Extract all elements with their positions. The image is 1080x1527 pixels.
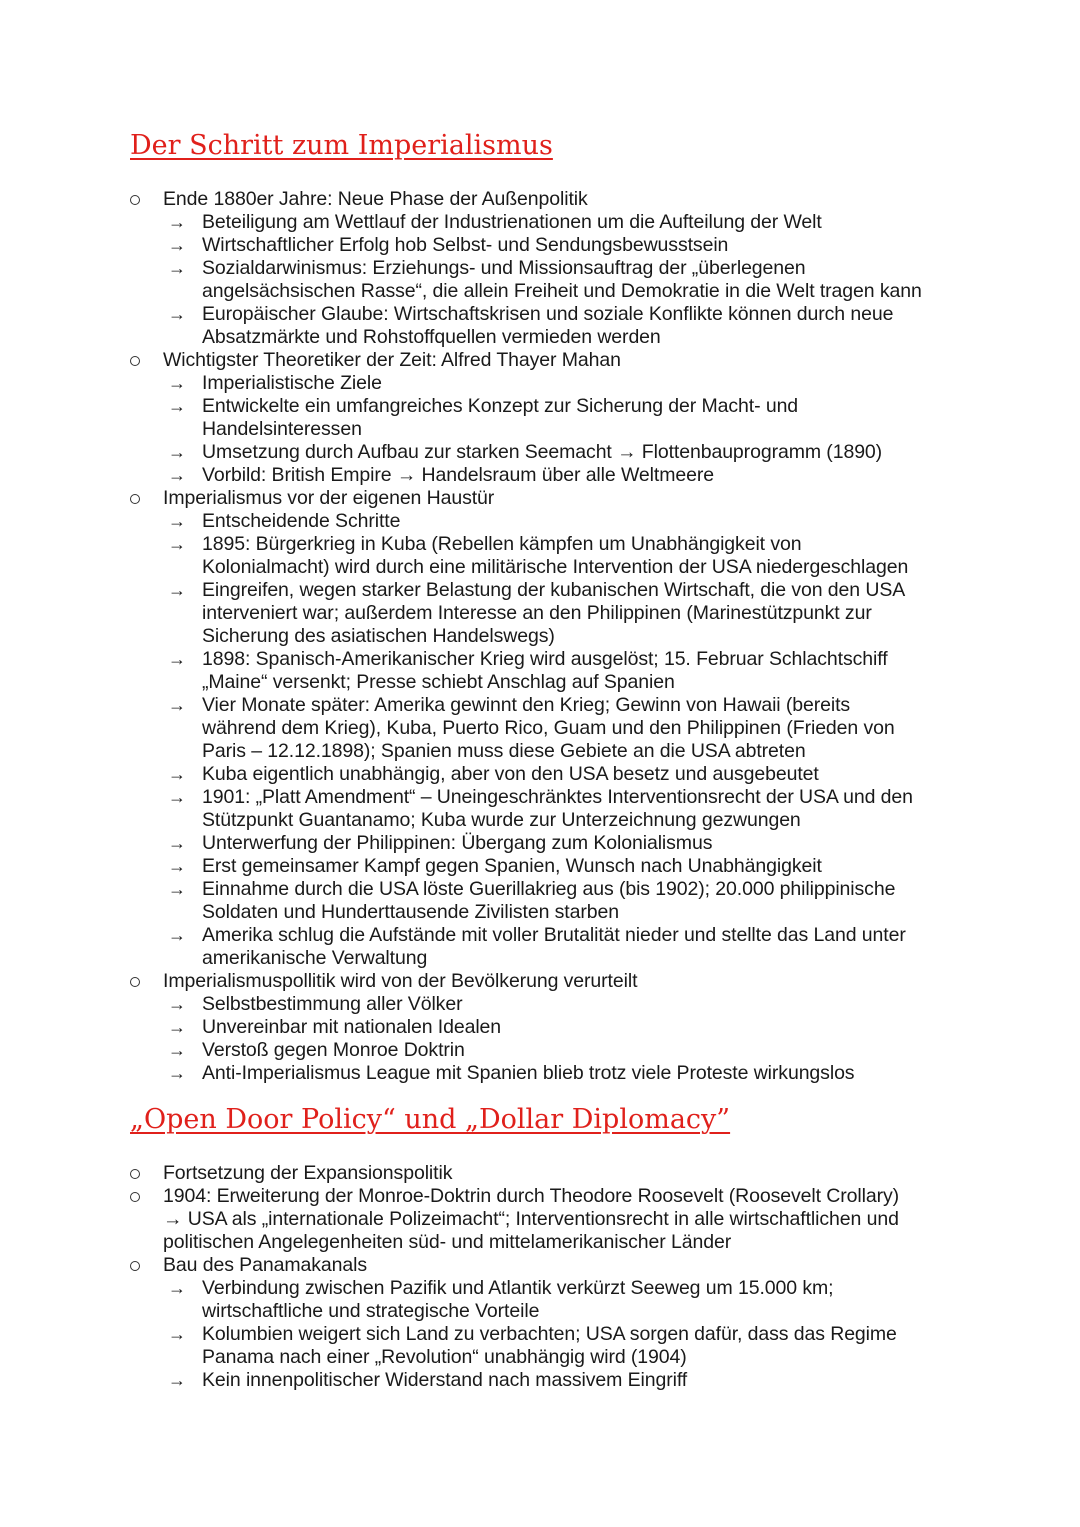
sub-item-text-continuation: Panama nach einer „Revolution“ unabhängig wird (1904) <box>202 1346 687 1368</box>
arrow-right-icon: → <box>168 1017 186 1037</box>
sub-item-text: 1895: Bürgerkrieg in Kuba (Rebellen kämpfen um Unabhängigkeit von <box>202 533 802 555</box>
bullet-list <box>0 1162 1080 1392</box>
sub-item <box>0 1369 1080 1392</box>
sub-item-text: Unvereinbar mit nationalen Idealen <box>202 1016 502 1038</box>
bullet-item <box>0 1162 1080 1185</box>
bullet-text: Ende 1880er Jahre: Neue Phase der Außenpolitik <box>163 188 588 210</box>
sub-item-text: Kolumbien weigert sich Land zu verbachten; USA sorgen dafür, dass das Regime <box>202 1323 897 1345</box>
sub-item-text-continuation: angelsächsischen Rasse“, die allein Freiheit und Demokratie in die Welt tragen kann <box>202 280 922 302</box>
arrow-right-icon: → <box>168 304 186 324</box>
sub-item-text: 1898: Spanisch-Amerikanischer Krieg wird ausgelöst; 15. Februar Schlachtschiff <box>202 648 888 670</box>
sub-item-text: Beteiligung am Wettlauf der Industrienationen um die Aufteilung der Welt <box>202 211 822 233</box>
arrow-right-icon: → <box>168 1040 186 1060</box>
sub-item <box>0 579 1080 648</box>
sub-item <box>0 763 1080 786</box>
sub-item <box>0 510 1080 533</box>
sub-item <box>0 993 1080 1016</box>
sub-item-text: Kuba eigentlich unabhängig, aber von den USA besetz und ausgebeutet <box>202 763 819 785</box>
bullet-text: 1904: Erweiterung der Monroe-Doktrin durch Theodore Roosevelt (Roosevelt Crollary) <box>163 1185 900 1207</box>
sub-item <box>0 1062 1080 1085</box>
sub-item-text: Einnahme durch die USA löste Guerillakrieg aus (bis 1902); 20.000 philippinische <box>202 878 896 900</box>
sub-item <box>0 533 1080 579</box>
arrow-right-icon: → <box>168 787 186 807</box>
arrow-right-icon: → <box>168 442 186 462</box>
arrow-right-icon: → <box>168 212 186 232</box>
sub-item-text: Amerika schlug die Aufstände mit voller Brutalität nieder und stellte das Land unter <box>202 924 906 946</box>
sub-item-text: Vier Monate später: Amerika gewinnt den Krieg; Gewinn von Hawaii (bereits <box>202 694 851 716</box>
circle-bullet-icon <box>130 1261 140 1271</box>
arrow-right-icon: → <box>168 649 186 669</box>
sub-item-text: Selbstbestimmung aller Völker <box>202 993 463 1015</box>
sub-item-text: Entscheidende Schritte <box>202 510 401 532</box>
sub-item-text-continuation: Handelsinteressen <box>202 418 362 440</box>
sub-item <box>0 234 1080 257</box>
arrow-right-icon: → <box>168 1063 186 1083</box>
sub-item <box>0 257 1080 303</box>
sub-item-text: Europäischer Glaube: Wirtschaftskrisen und soziale Konflikte können durch neue <box>202 303 894 325</box>
sub-item <box>0 878 1080 924</box>
bullet-text: Fortsetzung der Expansionspolitik <box>163 1162 453 1184</box>
section-title: „Open Door Policy“ und „Dollar Diplomacy” <box>130 1104 731 1135</box>
sub-item <box>0 855 1080 878</box>
sub-item <box>0 924 1080 970</box>
sub-item <box>0 1016 1080 1039</box>
sub-item-text-continuation: Absatzmärkte und Rohstoffquellen vermieden werden <box>202 326 661 348</box>
bullet-item <box>0 1254 1080 1392</box>
sub-item-text: 1901: „Platt Amendment“ – Uneingeschränktes Interventionsrecht der USA und den <box>202 786 913 808</box>
arrow-right-icon: → <box>168 580 186 600</box>
sub-item-text-continuation: amerikanische Verwaltung <box>202 947 428 969</box>
sub-item-text-continuation: „Maine“ versenkt; Presse schiebt Anschlag auf Spanien <box>202 671 675 693</box>
sub-item-text: Unterwerfung der Philippinen: Übergang zum Kolonialismus <box>202 832 713 854</box>
bullet-text-continuation: → USA als „internationale Polizeimacht“; Interventionsrecht in alle wirtschaftlichen und <box>163 1208 899 1230</box>
sub-item-text: Eingreifen, wegen starker Belastung der kubanischen Wirtschaft, die von den USA <box>202 579 906 601</box>
sub-item-text-continuation: während dem Krieg), Kuba, Puerto Rico, Guam und den Philippinen (Frieden von <box>202 717 895 739</box>
circle-bullet-icon <box>130 494 140 504</box>
sub-item <box>0 372 1080 395</box>
arrow-right-icon: → <box>168 994 186 1014</box>
arrow-right-icon: → <box>168 534 186 554</box>
sub-item-text: Verstoß gegen Monroe Doktrin <box>202 1039 465 1061</box>
sub-item-text-continuation: Sicherung des asiatischen Handelswegs) <box>202 625 555 647</box>
sub-item-text: Entwickelte ein umfangreiches Konzept zur Sicherung der Macht- und <box>202 395 799 417</box>
bullet-list <box>0 188 1080 1085</box>
circle-bullet-icon <box>130 1192 140 1202</box>
sub-item-text-continuation: interveniert war; außerdem Interesse an den Philippinen (Marinestützpunkt zur <box>202 602 872 624</box>
arrow-right-icon: → <box>168 1370 186 1390</box>
arrow-right-icon: → <box>168 511 186 531</box>
arrow-right-icon: → <box>168 396 186 416</box>
arrow-right-icon: → <box>168 1324 186 1344</box>
arrow-right-icon: → <box>168 856 186 876</box>
sub-item-text: Vorbild: British Empire → Handelsraum über alle Weltmeere <box>202 464 714 486</box>
bullet-text: Imperialismus vor der eigenen Haustür <box>163 487 495 509</box>
arrow-right-icon: → <box>168 695 186 715</box>
sub-item <box>0 441 1080 464</box>
sub-item-text-continuation: wirtschaftliche und strategische Vorteile <box>202 1300 540 1322</box>
bullet-item <box>0 349 1080 487</box>
circle-bullet-icon <box>130 195 140 205</box>
arrow-right-icon: → <box>168 764 186 784</box>
sub-item <box>0 648 1080 694</box>
arrow-right-icon: → <box>168 373 186 393</box>
bullet-item <box>0 970 1080 1085</box>
sub-item <box>0 303 1080 349</box>
sub-item <box>0 395 1080 441</box>
bullet-text: Imperialismuspollitik wird von der Bevölkerung verurteilt <box>163 970 638 992</box>
sub-item-text-continuation: Kolonialmacht) wird durch eine militärische Intervention der USA niedergeschlagen <box>202 556 909 578</box>
arrow-right-icon: → <box>168 235 186 255</box>
sub-item-text: Umsetzung durch Aufbau zur starken Seemacht → Flottenbauprogramm (1890) <box>202 441 883 463</box>
arrow-right-icon: → <box>168 925 186 945</box>
sub-item-text: Anti-Imperialismus League mit Spanien blieb trotz viele Proteste wirkungslos <box>202 1062 855 1084</box>
bullet-item <box>0 487 1080 970</box>
arrow-right-icon: → <box>168 1278 186 1298</box>
circle-bullet-icon <box>130 977 140 987</box>
sub-item-text-continuation: Stützpunkt Guantanamo; Kuba wurde zur Unterzeichnung gezwungen <box>202 809 801 831</box>
sub-item <box>0 1039 1080 1062</box>
sub-item <box>0 211 1080 234</box>
sub-item-text-continuation: Soldaten und Hunderttausende Zivilisten starben <box>202 901 619 923</box>
sub-item <box>0 464 1080 487</box>
sub-item <box>0 694 1080 763</box>
arrow-right-icon: → <box>168 833 186 853</box>
sub-item-text: Wirtschaftlicher Erfolg hob Selbst- und Sendungsbewusstsein <box>202 234 729 256</box>
bullet-item <box>0 1185 1080 1254</box>
bullet-item <box>0 188 1080 349</box>
sub-item-text: Verbindung zwischen Pazifik und Atlantik verkürzt Seeweg um 15.000 km; <box>202 1277 834 1299</box>
sub-item <box>0 1277 1080 1323</box>
bullet-text-continuation: politischen Angelegenheiten süd- und mittelamerikanischer Länder <box>163 1231 732 1253</box>
sub-item-text: Kein innenpolitischer Widerstand nach massivem Eingriff <box>202 1369 688 1391</box>
circle-bullet-icon <box>130 1169 140 1179</box>
sub-item <box>0 1323 1080 1369</box>
section-title: Der Schritt zum Imperialismus <box>130 130 553 161</box>
bullet-text: Wichtigster Theoretiker der Zeit: Alfred Thayer Mahan <box>163 349 621 371</box>
sub-item-text: Sozialdarwinismus: Erziehungs- und Missionsauftrag der „überlegenen <box>202 257 806 279</box>
sub-item <box>0 786 1080 832</box>
sub-item-text: Erst gemeinsamer Kampf gegen Spanien, Wunsch nach Unabhängigkeit <box>202 855 822 877</box>
sub-item-text-continuation: Paris – 12.12.1898); Spanien muss diese Gebiete an die USA abtreten <box>202 740 806 762</box>
sub-item <box>0 832 1080 855</box>
circle-bullet-icon <box>130 356 140 366</box>
bullet-text: Bau des Panamakanals <box>163 1254 367 1276</box>
arrow-right-icon: → <box>168 258 186 278</box>
arrow-right-icon: → <box>168 879 186 899</box>
arrow-right-icon: → <box>168 465 186 485</box>
sub-item-text: Imperialistische Ziele <box>202 372 382 394</box>
